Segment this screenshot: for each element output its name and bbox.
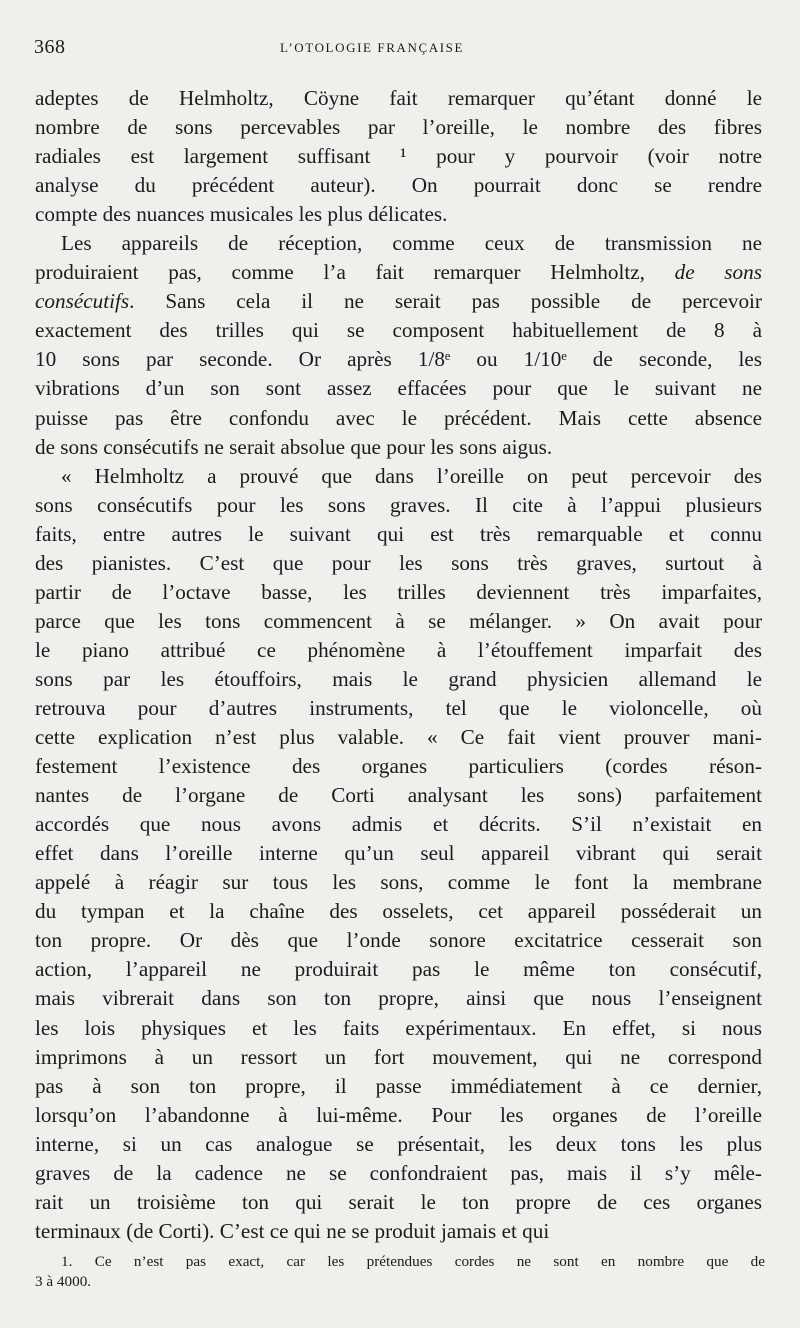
text-line: le piano attribué ce phénomène à l’étouffement imparfait des: [35, 637, 762, 662]
text-line: sons par les étouffoirs, mais le grand physicien allemand le: [35, 666, 762, 691]
text-line: ton propre. Or dès que l’onde sonore excitatrice cesserait son: [35, 928, 762, 953]
text-line: lorsqu’on l’abandonne à lui-même. Pour les organes de l’oreille: [35, 1102, 762, 1127]
text-line: accordés que nous avons admis et décrits. S’il n’existait en: [35, 812, 762, 837]
text-line: puisse pas être confondu avec le précédent. Mais cette absence: [35, 405, 762, 430]
text-line: produiraient pas, comme l’a fait remarquer Helmholtz, de sons: [35, 260, 762, 285]
text-line: retrouva pour d’autres instruments, tel que le violoncelle, où: [35, 695, 762, 720]
text-line: partir de l’octave basse, les trilles deviennent très imparfaites,: [35, 579, 762, 604]
text-line: nantes de l’organe de Corti analysant les sons) parfaitement: [35, 783, 762, 808]
text-line: adeptes de Helmholtz, Cöyne fait remarquer qu’étant donné le: [35, 86, 762, 110]
text-line: consécutifs. Sans cela il ne serait pas possible de percevoir: [35, 289, 762, 314]
page-number: 368: [34, 36, 66, 58]
text-line: action, l’appareil ne produirait pas le même ton consécutif,: [35, 957, 762, 982]
text-line: pas à son ton propre, il passe immédiatement à ce dernier,: [35, 1073, 762, 1098]
text-line: radiales est largement suffisant ¹ pour y pourvoir (voir notre: [35, 144, 762, 169]
text-line: sons consécutifs pour les sons graves. Il cite à l’appui plusieurs: [35, 492, 762, 517]
page-header: [34, 36, 756, 62]
text-line: des pianistes. C’est que pour les sons très graves, surtout à: [35, 550, 762, 575]
text-line: graves de la cadence ne se confondraient pas, mais il s’y mêle-: [35, 1160, 762, 1185]
text-line: mais vibrerait dans son ton propre, ainsi que nous l’enseignent: [35, 986, 762, 1011]
text-line: effet dans l’oreille interne qu’un seul appareil vibrant qui serait: [35, 841, 762, 866]
text-line: compte des nuances musicales les plus délicates.: [35, 202, 448, 227]
text-line: du tympan et la chaîne des osselets, cet appareil posséderait un: [35, 899, 762, 924]
text-line: parce que les tons commencent à se mélanger. » On avait pour: [35, 608, 762, 633]
text-line: terminaux (de Corti). C’est ce qui ne se produit jamais et qui: [35, 1218, 550, 1243]
body-text: [35, 84, 762, 1246]
text-line: exactement des trilles qui se composent habituellement de 8 à: [35, 318, 762, 343]
running-title: L’OTOLOGIE FRANÇAISE: [280, 40, 465, 55]
footnotes: [35, 1252, 765, 1292]
text-line: cette explication n’est plus valable. « Ce fait vient prouver mani-: [35, 725, 762, 750]
text-line: les lois physiques et les faits expérimentaux. En effet, si nous: [35, 1015, 762, 1040]
text-line: interne, si un cas analogue se présentait, les deux tons les plus: [35, 1131, 762, 1156]
footnote-line: 1. Ce n’est pas exact, car les prétendues cordes ne sont en nombre que de: [61, 1253, 765, 1270]
text-line: Les appareils de réception, comme ceux de transmission ne: [61, 231, 762, 256]
text-line: analyse du précédent auteur). On pourrait donc se rendre: [35, 173, 762, 198]
text-line: nombre de sons percevables par l’oreille, le nombre des fibres: [35, 115, 762, 140]
footnote-line: 3 à 4000.: [35, 1273, 92, 1290]
text-line: faits, entre autres le suivant qui est très remarquable et connu: [35, 521, 762, 546]
text-line: rait un troisième ton qui serait le ton propre de ces organes: [35, 1189, 762, 1214]
text-line: appelé à réagir sur tous les sons, comme le font la membrane: [35, 870, 762, 895]
text-line: festement l’existence des organes particuliers (cordes réson-: [35, 754, 762, 779]
text-line: vibrations d’un son sont assez effacées pour que le suivant ne: [35, 376, 762, 401]
text-line: imprimons à un ressort un fort mouvement, qui ne correspond: [35, 1044, 762, 1069]
text-line: 10 sons par seconde. Or après 1/8ᵉ ou 1/10ᵉ de seconde, les: [35, 347, 762, 372]
text-line: de sons consécutifs ne serait absolue que pour les sons aigus.: [35, 434, 553, 459]
text-line: « Helmholtz a prouvé que dans l’oreille on peut percevoir des: [61, 463, 762, 488]
